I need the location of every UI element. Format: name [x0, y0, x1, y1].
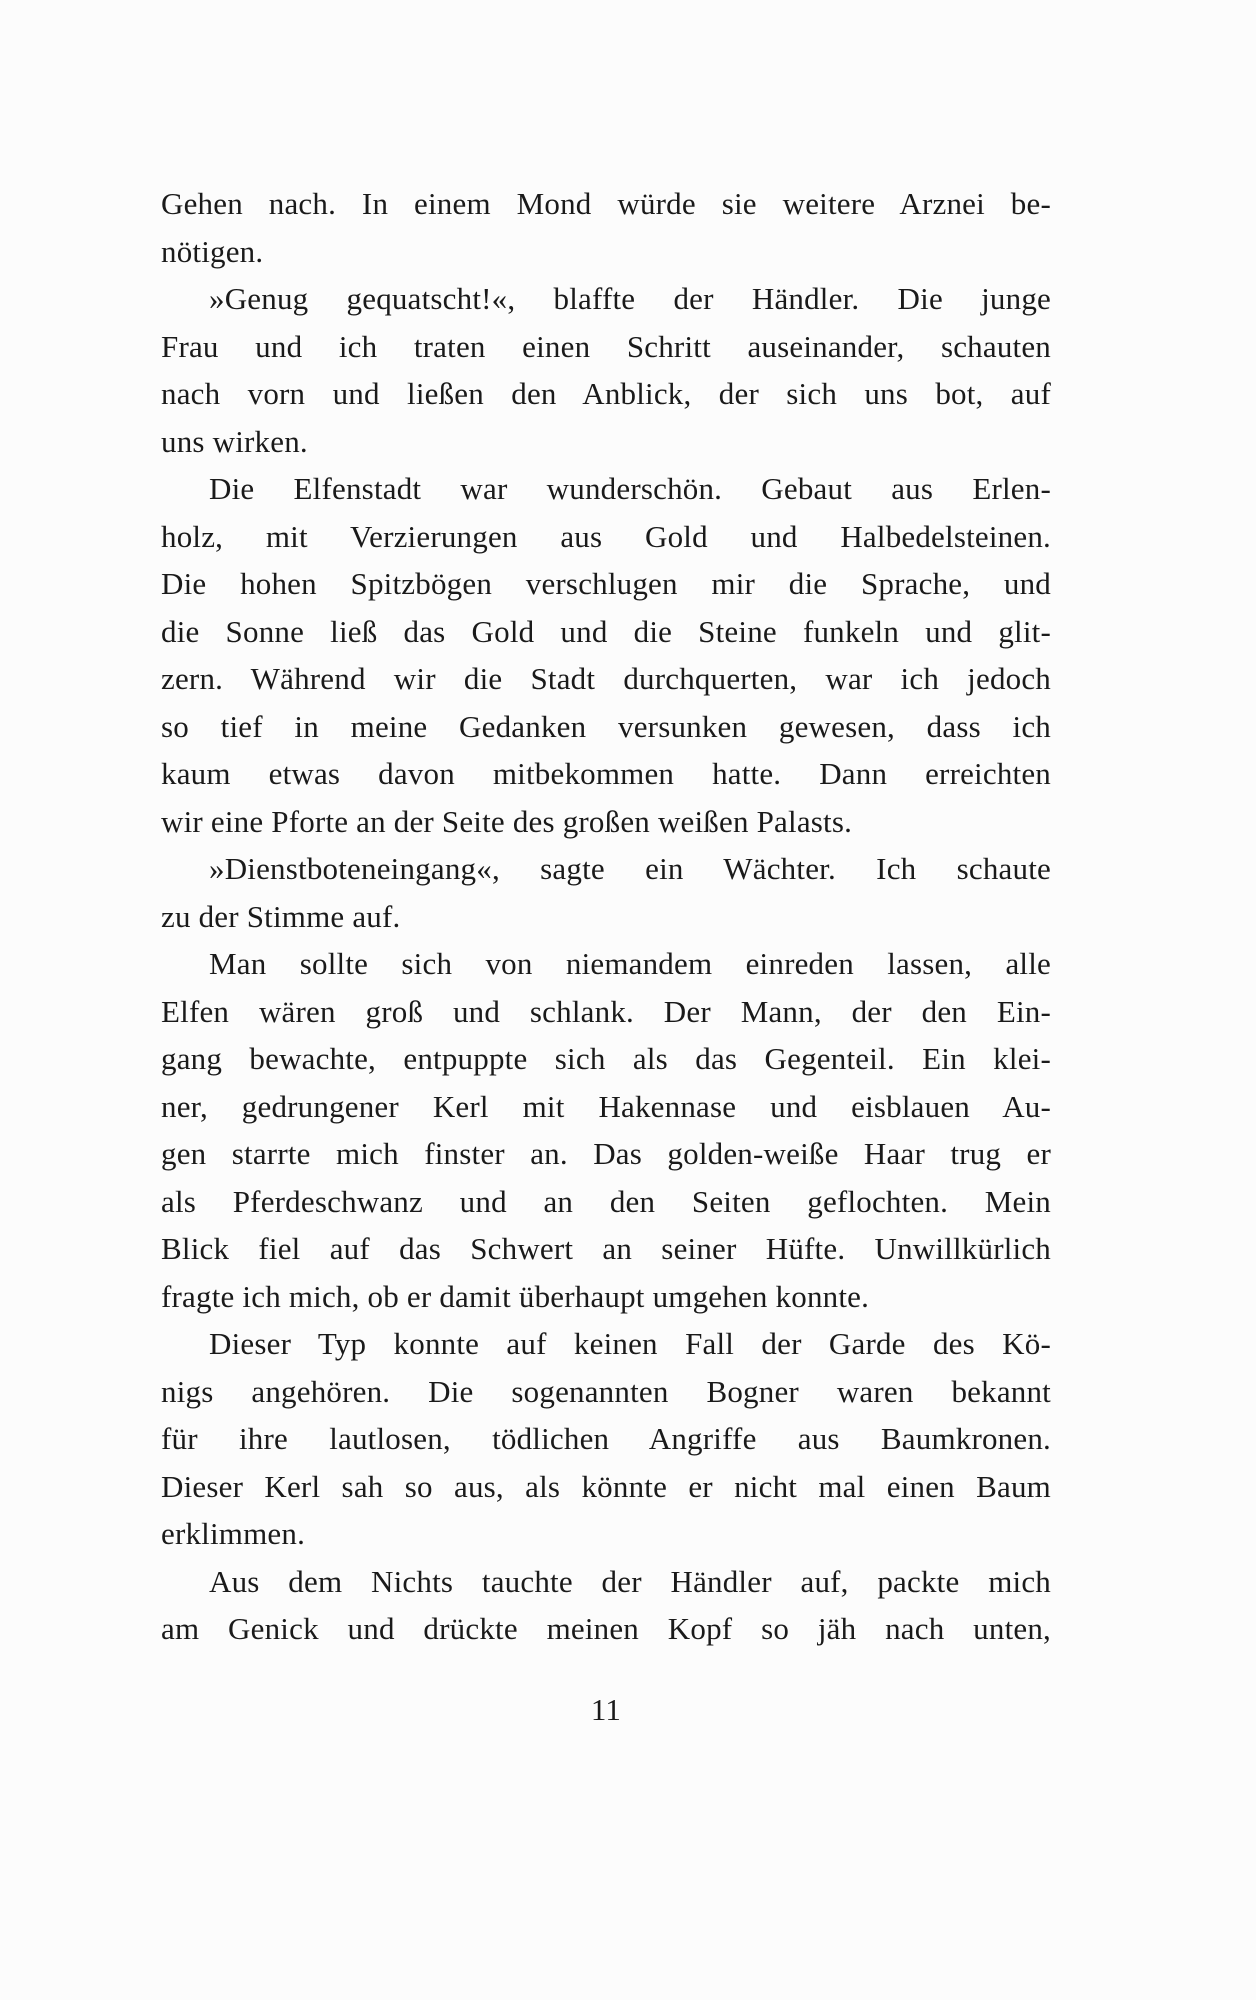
- text-line: ner, gedrungener Kerl mit Hakennase und eisblauen Au-: [161, 1088, 1051, 1124]
- text-line: Man sollte sich von niemandem einreden lassen, alle: [209, 946, 1051, 981]
- text-line: Dieser Typ konnte auf keinen Fall der Garde des Kö-: [209, 1326, 1051, 1361]
- text-line: nötigen.: [161, 233, 264, 269]
- text-line: als Pferdeschwanz und an den Seiten geflochten. Mein: [161, 1183, 1051, 1219]
- text-line: wir eine Pforte an der Seite des großen weißen Palasts.: [161, 803, 853, 839]
- text-line: Aus dem Nichts tauchte der Händler auf, packte mich: [209, 1563, 1051, 1599]
- text-line: nigs angehören. Die sogenannten Bogner waren bekannt: [161, 1373, 1051, 1409]
- text-line: am Genick und drückte meinen Kopf so jäh nach unten,: [161, 1611, 1051, 1646]
- text-line: holz, mit Verzierungen aus Gold und Halbedelsteinen.: [161, 518, 1051, 554]
- text-line: erklimmen.: [161, 1516, 306, 1551]
- text-line: die Sonne ließ das Gold und die Steine funkeln und glit-: [161, 613, 1051, 649]
- text-line: Die Elfenstadt war wunderschön. Gebaut aus Erlen-: [209, 471, 1051, 506]
- text-line: Elfen wären groß und schlank. Der Mann, der den Ein-: [161, 993, 1051, 1029]
- text-line: so tief in meine Gedanken versunken gewesen, dass ich: [161, 708, 1051, 744]
- text-line: kaum etwas davon mitbekommen hatte. Dann erreichten: [161, 756, 1051, 791]
- text-line: uns wirken.: [161, 423, 308, 459]
- text-line: zu der Stimme auf.: [161, 898, 401, 934]
- text-line: für ihre lautlosen, tödlichen Angriffe aus Baumkronen.: [161, 1421, 1051, 1456]
- text-line: Frau und ich traten einen Schritt auseinander, schauten: [161, 328, 1051, 364]
- page-text: [161, 180, 1051, 1733]
- text-line: gang bewachte, entpuppte sich als das Gegenteil. Ein klei-: [161, 1041, 1051, 1076]
- text-line: Die hohen Spitzbögen verschlugen mir die Sprache, und: [161, 566, 1051, 601]
- text-line: zern. Während wir die Stadt durchquerten, war ich jedoch: [161, 661, 1051, 696]
- text-line: gen starrte mich finster an. Das golden-weiße Haar trug er: [161, 1136, 1051, 1171]
- text-line: »Dienstboteneingang«, sagte ein Wächter. Ich schaute: [209, 851, 1051, 886]
- page-number: 11: [590, 1691, 622, 1727]
- text-line: Gehen nach. In einem Mond würde sie weitere Arznei be-: [161, 186, 1051, 221]
- text-line: nach vorn und ließen den Anblick, der sich uns bot, auf: [161, 376, 1051, 411]
- text-line: fragte ich mich, ob er damit überhaupt umgehen konnte.: [161, 1278, 870, 1314]
- text-line: Blick fiel auf das Schwert an seiner Hüfte. Unwillkürlich: [161, 1231, 1051, 1266]
- text-line: »Genug gequatscht!«, blaffte der Händler. Die junge: [209, 281, 1051, 316]
- text-line: Dieser Kerl sah so aus, als könnte er nicht mal einen Baum: [161, 1468, 1051, 1504]
